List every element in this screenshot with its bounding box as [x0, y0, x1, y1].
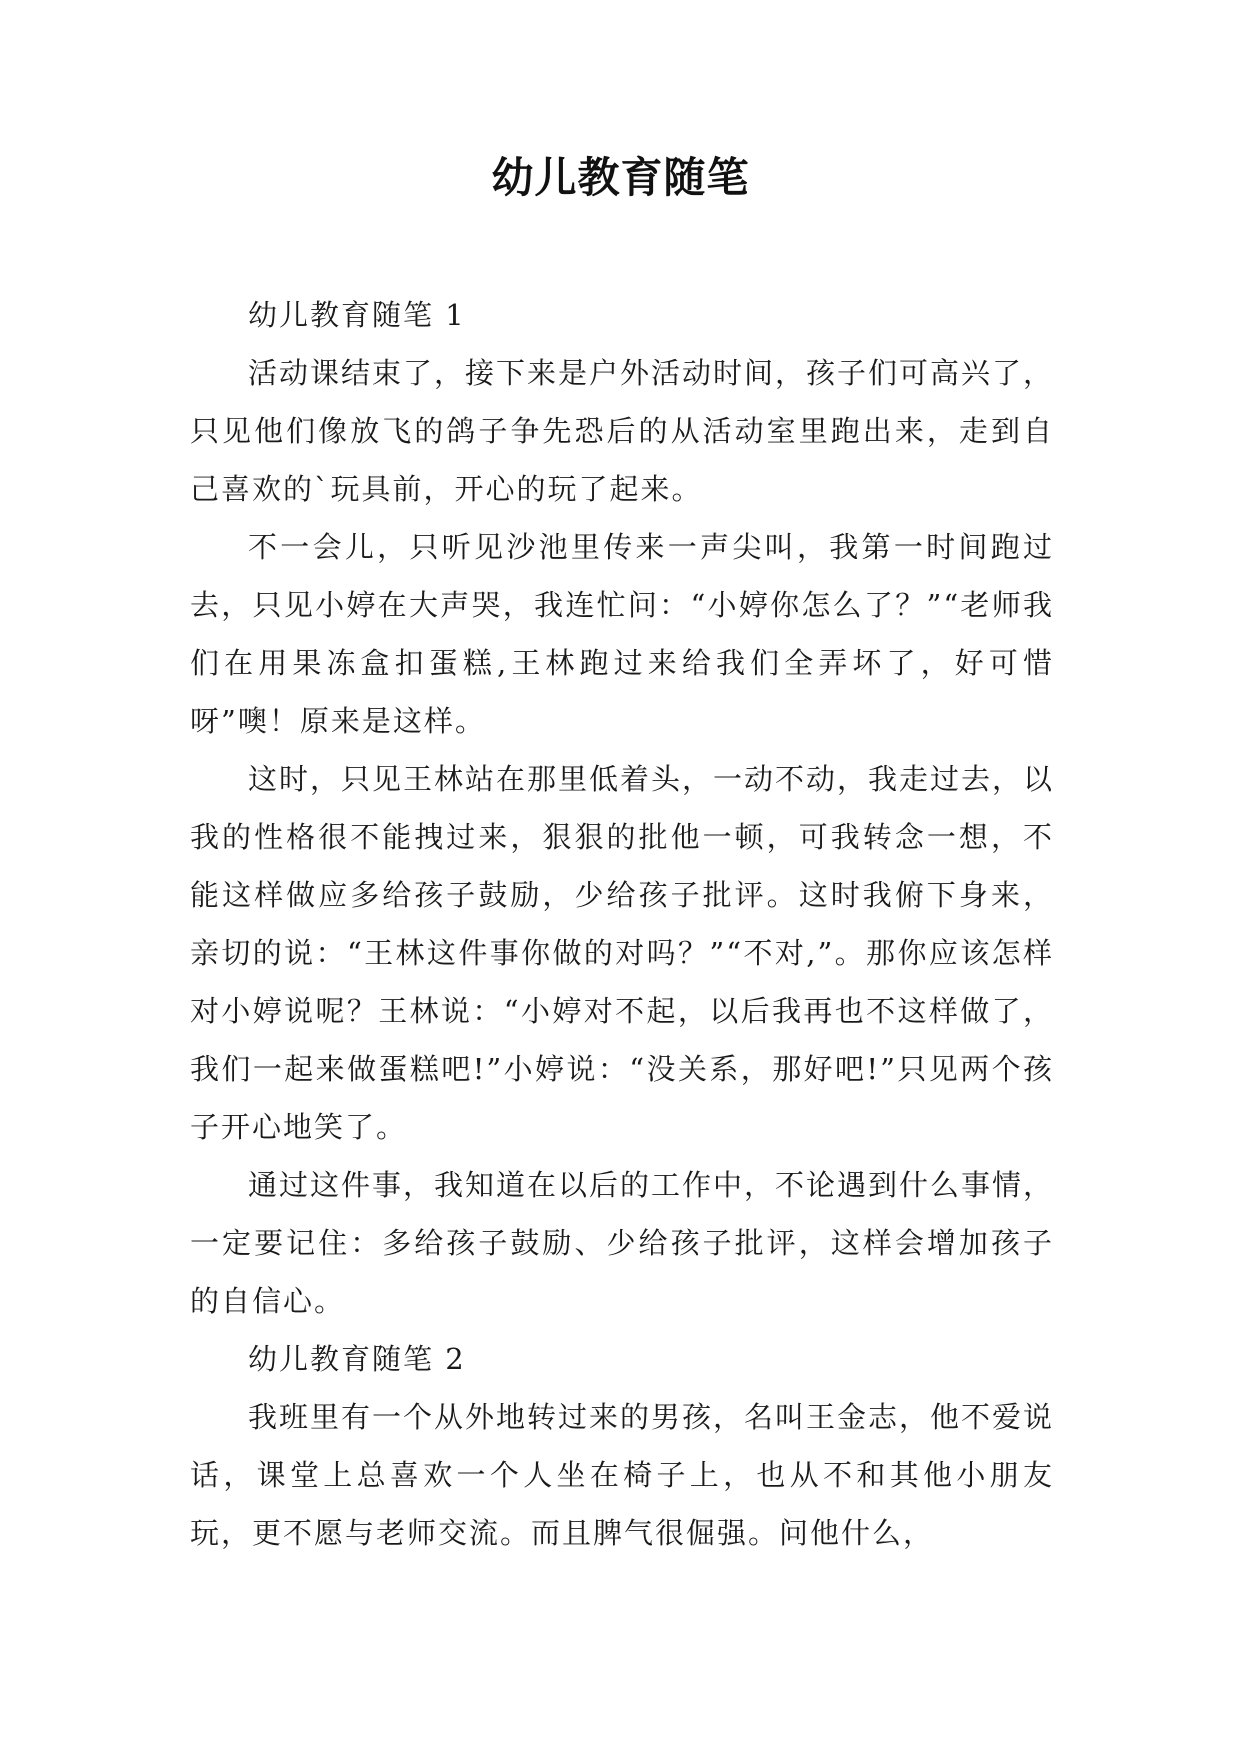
paragraph: 这时，只见王林站在那里低着头，一动不动，我走过去，以我的性格很不能拽过来，狠狠的批他一顿，可我转念一想，不能这样做应多给孩子鼓励，少给孩子批评。这时我俯下身来，亲切的说：“王林这件事你做的对吗？”“不对,”。那你应该怎样对小婷说呢？王林说：“小婷对不起，以后我再也不这样做了，我们一起来做蛋糕吧!”小婷说：“没关系，那好吧!”只见两个孩子开心地笑了。	[190, 762, 1055, 1144]
section-heading-1: 幼儿教育随笔 1	[248, 298, 466, 332]
paragraph: 通过这件事，我知道在以后的工作中，不论遇到什么事情，一定要记住：多给孩子鼓励、少给孩子批评，这样会增加孩子的自信心。	[190, 1168, 1055, 1318]
document-title: 幼儿教育随笔	[491, 153, 750, 202]
paragraph: 活动课结束了，接下来是户外活动时间，孩子们可高兴了，只见他们像放飞的鸽子争先恐后的从活动室里跑出来，走到自己喜欢的`玩具前，开心的玩了起来。	[190, 356, 1055, 506]
paragraph: 我班里有一个从外地转过来的男孩，名叫王金志，他不爱说话，课堂上总喜欢一个人坐在椅子上，也从不和其他小朋友玩，更不愿与老师交流。而且脾气很倔强。问他什么，	[190, 1400, 1055, 1550]
section-heading-2: 幼儿教育随笔 2	[248, 1342, 466, 1376]
document-body	[190, 286, 1054, 1562]
paragraph: 不一会儿，只听见沙池里传来一声尖叫，我第一时间跑过去，只见小婷在大声哭，我连忙问：“小婷你怎么了？”“老师我们在用果冻盒扣蛋糕,王林跑过来给我们全弄坏了，好可惜呀”噢！原来是这样。	[190, 530, 1054, 738]
